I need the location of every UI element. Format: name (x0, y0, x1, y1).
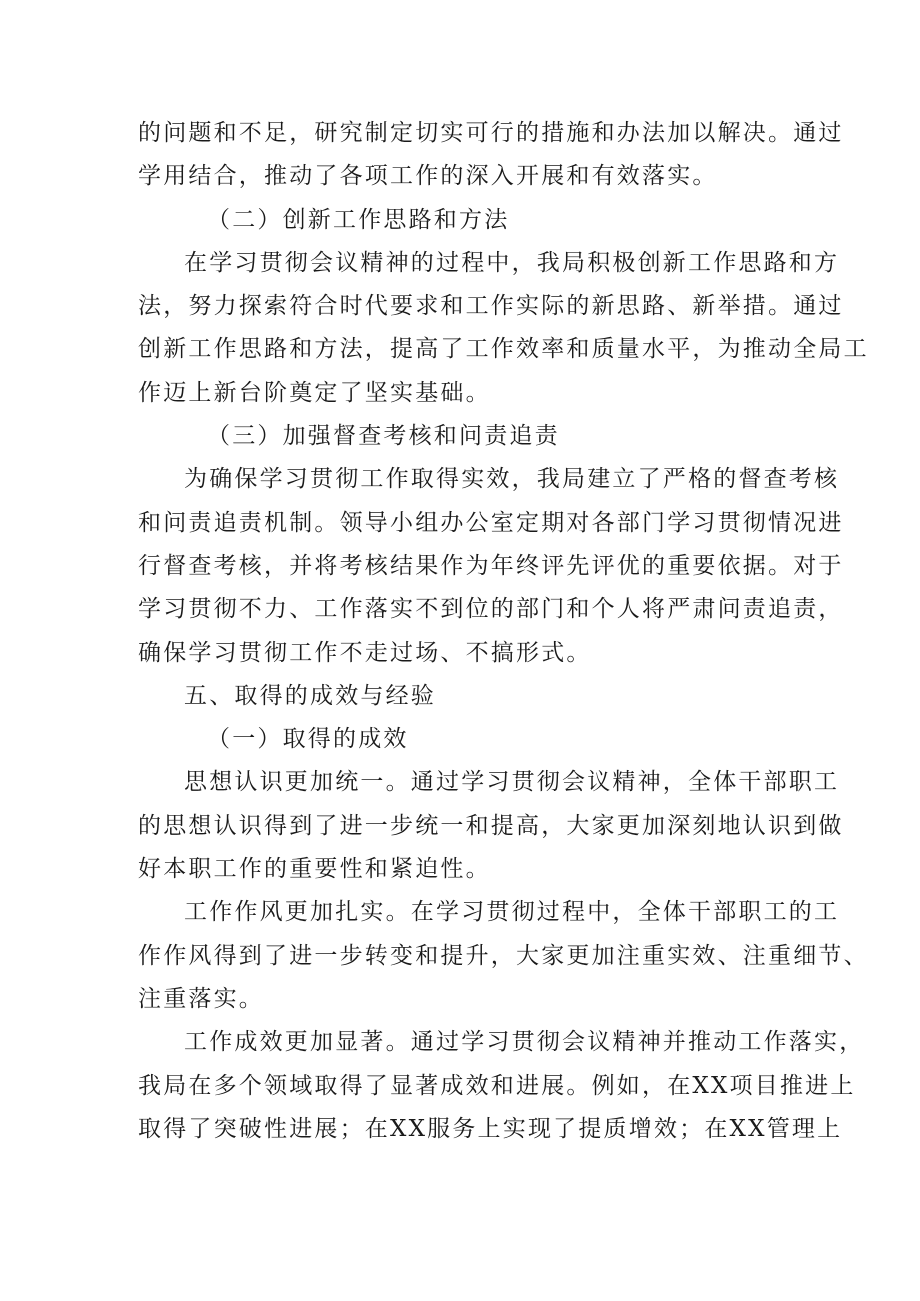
document-body (138, 112, 869, 1151)
text-line: 我局在多个领域取得了显著成效和进展。例如，在XX项目推进上 (138, 1072, 856, 1099)
text-line: 学习贯彻不力、工作落实不到位的部门和个人将严肃问责追责， (138, 596, 844, 623)
text-line: 创新工作思路和方法，提高了工作效率和质量水平，为推动全局工 (138, 336, 869, 363)
text-line: 在学习贯彻会议精神的过程中，我局积极创新工作思路和方 (184, 249, 840, 276)
text-line: 作迈上新台阶奠定了坚实基础。 (138, 379, 491, 406)
chapter-heading: 五、取得的成效与经验 (184, 682, 436, 709)
text-line: 作作风得到了进一步转变和提升，大家更加注重实效、注重细节、 (138, 942, 869, 969)
text-line: 法，努力探索符合时代要求和工作实际的新思路、新举措。通过 (138, 293, 844, 320)
text-line: 工作作风更加扎实。在学习贯彻过程中，全体干部职工的工 (184, 899, 840, 926)
section-heading: （二）创新工作思路和方法 (207, 206, 510, 233)
text-line: 确保学习贯彻工作不走过场、不搞形式。 (138, 639, 592, 666)
text-line: 行督查考核，并将考核结果作为年终评先评优的重要依据。对于 (138, 552, 844, 579)
text-line: 注重落实。 (138, 985, 264, 1012)
section-heading: （一）取得的成效 (207, 726, 409, 753)
text-line: 和问责追责机制。领导小组办公室定期对各部门学习贯彻情况进 (138, 509, 844, 536)
text-line: 的思想认识得到了进一步统一和提高，大家更加深刻地认识到做 (138, 812, 844, 839)
text-line: 思想认识更加统一。通过学习贯彻会议精神，全体干部职工 (184, 769, 840, 796)
section-heading: （三）加强督查考核和问责追责 (207, 423, 560, 450)
text-line: 学用结合，推动了各项工作的深入开展和有效落实。 (138, 163, 718, 190)
text-line: 为确保学习贯彻工作取得实效，我局建立了严格的督查考核 (184, 466, 840, 493)
text-line: 的问题和不足，研究制定切实可行的措施和办法加以解决。通过 (138, 120, 844, 146)
text-line: 工作成效更加显著。通过学习贯彻会议精神并推动工作落实， (184, 1029, 865, 1056)
text-line: 好本职工作的重要性和紧迫性。 (138, 856, 491, 883)
text-line: 取得了突破性进展；在XX服务上实现了提质增效；在XX管理上 (138, 1115, 843, 1142)
